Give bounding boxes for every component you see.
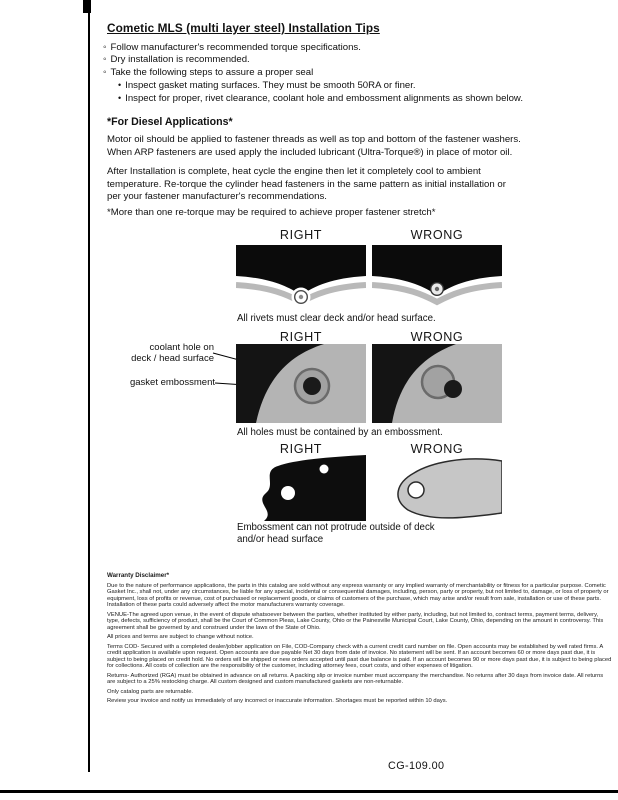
page-title: Cometic MLS (multi layer steel) Installation Tips	[107, 21, 380, 35]
tip-bullet: ◦ Take the following steps to assure a proper seal	[103, 67, 523, 79]
diagram-protrusion-right	[236, 455, 366, 521]
tip-sub-bullet: • Inspect gasket mating surfaces. They must be smooth 50RA or finer.	[103, 79, 523, 92]
gasket-hole	[281, 486, 295, 500]
diagram-rivet-wrong	[372, 245, 502, 309]
wrong-column-label-row3: WRONG	[410, 442, 464, 456]
installation-tips-list	[103, 42, 523, 105]
diagram-rivet-right	[236, 245, 366, 309]
print-registration-mark	[83, 0, 91, 13]
coolant-hole-label	[126, 342, 214, 364]
diesel-paragraph-1: Motor oil should be applied to fastener threads as well as top and bottom of the fastener washers. When ARP fasteners are used apply the included lubricant (Ultra-Torque®) in place of motor oil.	[107, 134, 521, 158]
right-column-label-row3: RIGHT	[279, 442, 323, 456]
diesel-paragraph-2: After Installation is complete, heat cycle the engine then let it completely cool to ambient temperature. Re-torque the cylinder head fasteners in the same pattern as initial installation or per your fastener manufacturer's recommendations.	[107, 166, 506, 203]
gasket-hole	[408, 482, 424, 498]
rivet-touching-illustration	[372, 245, 502, 309]
warranty-paragraph: All prices and terms are subject to change without notice.	[107, 634, 254, 640]
tip-sub-bullet: • Inspect for proper, rivet clearance, coolant hole and embossment alignments as shown below.	[103, 92, 523, 105]
warranty-paragraph: Returns- Authorized (RGA) must be obtained in advance on all returns. A packing slip or invoice number must accompany the merchandise. No returns after 30 days from invoice date. All returns are subject to a 25% restocking charge. All custom designed and custom manufactured gaskets are non-returnable.	[107, 672, 604, 685]
warranty-paragraph: VENUE-The agreed upon venue, in the event of dispute whatsoever between the parties, whether instituted by either party, including, but not limited to, contract terms, payment terms, delivery, type, defects, sufficiency of product, shall be the Court of Common Pleas, Lake County, Ohio or the Painesville Municipal Court, Lake County, Ohio, depending on the amount in controversy. This agreement shall be governed by and construed under the laws of the State of Ohio.	[107, 611, 604, 631]
gasket-embossment-label: gasket embossment	[129, 377, 215, 388]
coolant-hole-label-line1: coolant hole on	[149, 342, 214, 353]
warranty-heading: Warranty Disclaimer*	[107, 572, 170, 579]
wrong-column-label-row2: WRONG	[410, 330, 464, 344]
hole-inside-embossment-illustration	[236, 344, 366, 423]
warranty-paragraph: Only catalog parts are returnable.	[107, 688, 194, 695]
row1-caption: All rivets must clear deck and/or head surface.	[237, 313, 436, 324]
page-bottom-rule	[0, 790, 618, 793]
warranty-section	[107, 573, 612, 708]
row2-caption: All holes must be contained by an embossment.	[237, 427, 443, 438]
retorque-note: *More than one re-torque may be required to achieve proper fastener stretch*	[107, 207, 436, 218]
hole-crossing-embossment-illustration	[372, 344, 502, 423]
diagram-embossment-right	[236, 344, 366, 423]
right-column-label-row1: RIGHT	[279, 228, 323, 242]
right-column-label-row2: RIGHT	[279, 330, 323, 344]
rivet-clear-illustration	[236, 245, 366, 309]
tip-bullet: ◦ Follow manufacturer's recommended torque specifications.	[103, 42, 523, 54]
coolant-hole	[303, 377, 321, 395]
warranty-paragraph: Review your invoice and notify us immediately of any incorrect or inaccurate information. Shortages must be reported within 10 days.	[107, 698, 448, 704]
tip-bullet: ◦ Dry installation is recommended.	[103, 54, 523, 66]
embossment-protruding-illustration	[372, 455, 502, 521]
page-left-rule	[88, 0, 90, 772]
warranty-paragraph: Due to the nature of performance applications, the parts in this catalog are sold without any express warranty or any implied warranty of merchantability or fitness for a particular purpose. Cometic Gasket Inc., shall not, under any circumstances, be liable for any special, incidental or consequential damages, including, person, party or property, but not limited to, damage, or loss of property or equipment, loss of profits or revenue, cost of purchased or replacement goods, or claims of customers of the purchase, which may arise and/or result from sale, installation or use of these parts. Installation of these parts could adversely affect the motor manufacturers warranty coverage.	[107, 582, 609, 608]
coolant-hole-label-line2: deck / head surface	[131, 353, 214, 364]
gasket-hole	[320, 465, 329, 474]
row3-caption: Embossment can not protrude outside of deck and/or head surface	[237, 522, 435, 545]
diesel-applications-heading: *For Diesel Applications*	[107, 116, 233, 128]
coolant-hole	[444, 380, 462, 398]
diagram-embossment-wrong	[372, 344, 502, 423]
wrong-column-label-row1: WRONG	[410, 228, 464, 242]
diagram-protrusion-wrong	[372, 455, 502, 521]
embossment-contained-illustration	[236, 455, 366, 521]
warranty-paragraph: Terms COD- Secured with a completed dealer/jobber application on File, COD-Company check with a current credit card number on file. Open accounts may be established by well rated firms. A credit application is available upon request. Open accounts are due payable Net 30 days from date of invoice. No statement will be sent. If an account becomes 60 or more days past due, it is subject to being placed on credit hold. No orders will be shipped or new orders accepted until past due balance is paid. If an account becomes 90 or more days past due, it is subject to being placed for collections. All costs of collection are the responsibility of the customer, including attorney fees, court costs, and other expenses of litigation.	[107, 643, 612, 669]
page-number: CG-109.00	[388, 760, 445, 772]
